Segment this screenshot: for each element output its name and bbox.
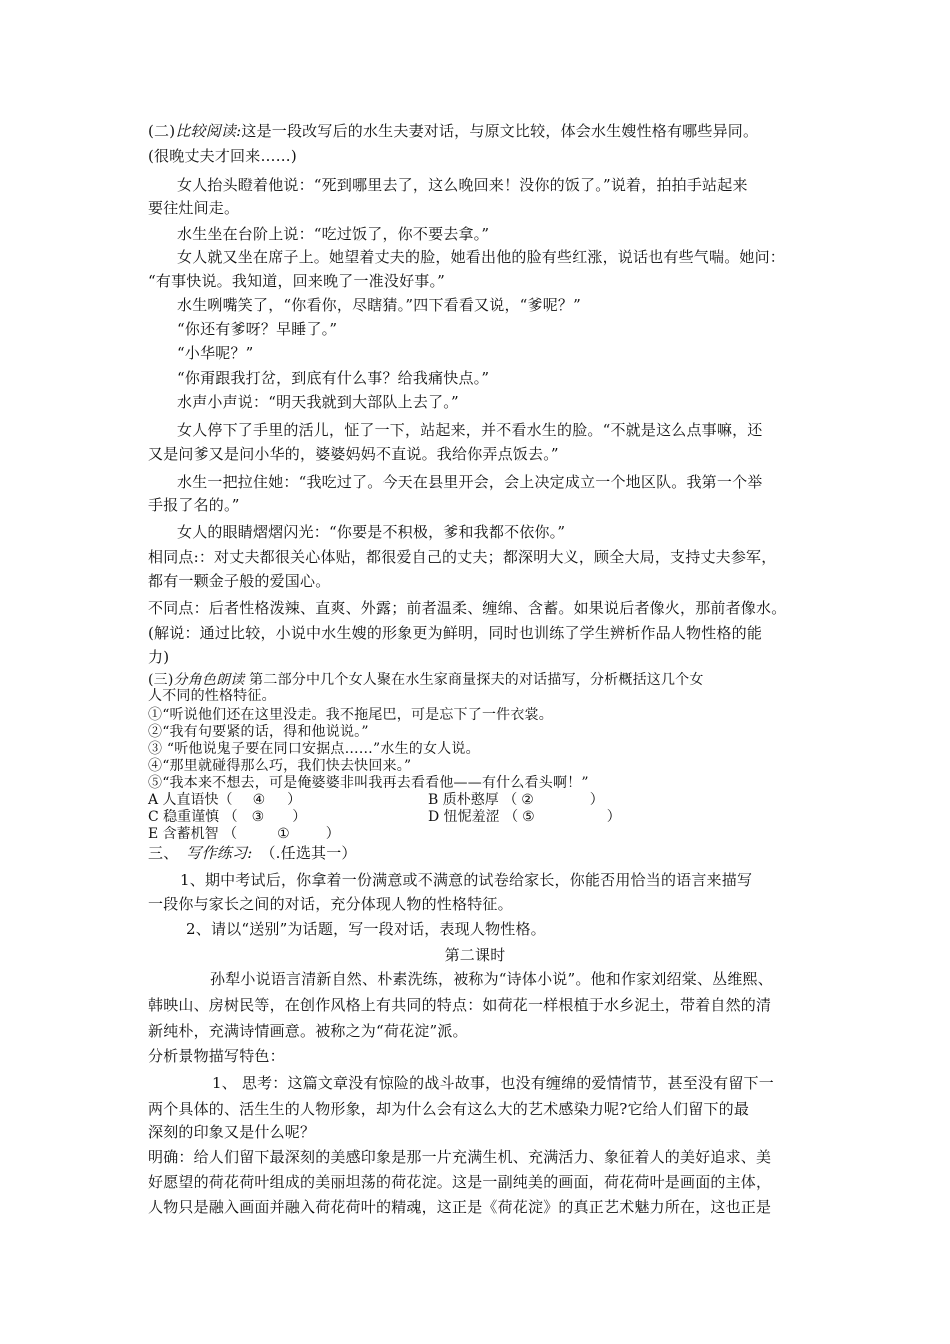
quote-line: ②“我有句要紧的话，得和他说说。” <box>148 724 369 740</box>
story-line: 女人停下了手里的活儿，怔了一下，站起来，并不看水生的脸。“不就是这么点事嘛，还 <box>177 421 763 439</box>
heading-text: （.任选其一） <box>260 844 357 862</box>
story-line: 水生坐在台阶上说：“吃过饭了，你不要去拿。” <box>177 225 490 243</box>
story-line: 又是问爹又是问小华的，婆婆妈妈不直说。我给你弄点饭去。” <box>148 445 559 463</box>
option-close: ） <box>606 809 621 825</box>
story-line: 手报了名的。” <box>148 496 240 514</box>
option-a <box>148 792 301 809</box>
story-line: “有事快说。我知道，回来晚了一准没好事。” <box>148 272 446 290</box>
answer-line: 好愿望的荷花荷叶组成的美丽坦荡的荷花淀。这是一副纯美的画面，荷花荷叶是画面的主体， <box>148 1173 772 1191</box>
option-label: A 人直语快（ <box>148 792 233 808</box>
heading-title: 分角色朗读 <box>173 672 245 688</box>
option-answer: ③ <box>251 809 265 825</box>
lesson-2-intro: 韩映山、房树民等，在创作风格上有共同的特点：如荷花一样根植于水乡泥土，带着自然的清 <box>148 996 772 1014</box>
section-3-heading-cont: 人不同的性格特征。 <box>148 688 276 704</box>
story-line: “你还有爹呀？早睡了。” <box>177 320 338 338</box>
story-line: “你甭跟我打岔，到底有什么事？给我痛快点。” <box>177 369 490 387</box>
heading-title: 写作练习: <box>186 844 253 862</box>
quote-line: ①“听说他们还在这里没走。我不拖尾巴，可是忘下了一件衣裳。 <box>148 707 553 723</box>
differences-line: 不同点：后者性格泼辣、直爽、外露；前者温柔、缠绵、含蓄。如果说后者像火，那前者像水。 <box>148 599 787 617</box>
lesson-2-title: 第二课时 <box>444 946 506 964</box>
story-line: 女人就又坐在席子上。她望着丈夫的脸，她看出他的脸有些红涨，说话也有些气喘。她问： <box>177 248 786 266</box>
quote-line: ③ “听他说鬼子要在同口安据点……”水生的女人说。 <box>148 741 480 757</box>
option-answer: ② <box>521 792 534 808</box>
similarities-line: 都有一颗金子般的爱国心。 <box>148 572 331 590</box>
option-label: D 忸怩羞涩 （ <box>428 809 519 825</box>
option-close: ） <box>287 792 302 808</box>
think-line: 深刻的印象又是什么呢？ <box>148 1123 316 1141</box>
option-label: C 稳重谨慎 （ <box>148 809 238 825</box>
section-2-heading <box>148 120 828 142</box>
answer-line: 人物只是融入画面并融入荷花荷叶的精魂，这正是《荷花淀》的真正艺术魅力所在，这也正是 <box>148 1198 772 1216</box>
similarities-line: 相同点:：对丈夫都很关心体贴，都很爱自己的丈夫；都深明大义，顾全大局，支持丈夫参军， <box>148 548 777 566</box>
writing-item-1: 1、期中考试后，你拿着一份满意或不满意的试卷给家长，你能否用恰当的语言来描写 <box>180 871 753 889</box>
story-line: 要往灶间走。 <box>148 199 240 217</box>
lesson-2-subheading: 分析景物描写特色： <box>148 1047 285 1065</box>
option-c <box>148 809 306 826</box>
writing-item-1: 一段你与家长之间的对话，充分体现人物的性格特征。 <box>148 895 513 913</box>
section-3-heading <box>148 672 828 689</box>
think-line: 1、 思考：这篇文章没有惊险的战斗故事，也没有缠绵的爱情情节，甚至没有留下一 <box>212 1074 774 1092</box>
think-line: 两个具体的、活生生的人物形象，却为什么会有这么大的艺术感染力呢?它给人们留下的最 <box>148 1100 750 1118</box>
option-close: ） <box>292 809 307 825</box>
heading-text: 这是一段改写后的水生夫妻对话，与原文比较，体会水生嫂性格有哪些异同。 <box>241 122 759 140</box>
heading-title: 比较阅读: <box>175 122 242 140</box>
story-line: 水生一把拉住她：“我吃过了。今天在县里开会，会上决定成立一个地区队。我第一个举 <box>177 473 763 491</box>
option-close: ） <box>325 826 340 842</box>
quote-line: ④“那里就碰得那么巧，我们快去快回来。” <box>148 758 412 774</box>
heading-prefix: (二) <box>148 122 176 140</box>
option-b <box>428 792 604 809</box>
option-label: E 含蓄机智 （ <box>148 826 238 842</box>
option-answer: ⑤ <box>522 809 535 825</box>
story-line: 女人抬头瞪着他说：“死到哪里去了，这么晚回来！没你的饭了。”说着，拍拍手站起来 <box>177 176 748 194</box>
option-answer: ① <box>277 826 290 842</box>
option-close: ） <box>589 792 604 808</box>
answer-line: 明确：给人们留下最深刻的美感印象是那一片充满生机、充满活力、象征着人的美好追求、美 <box>148 1148 772 1166</box>
option-e <box>148 826 340 843</box>
heading-prefix: (三) <box>148 672 174 688</box>
lesson-2-intro: 孙犁小说语言清新自然、朴素洗练，被称为“诗体小说”。他和作家刘绍棠、丛维熙、 <box>210 970 773 988</box>
quote-line: ⑤“我本来不想去，可是俺婆婆非叫我再去看看他——有什么看头啊！” <box>148 775 589 791</box>
lesson-2-intro: 新纯朴，充满诗情画意。被称之为“荷花淀”派。 <box>148 1022 468 1040</box>
story-line: “小华呢？” <box>177 344 254 362</box>
writing-heading <box>148 842 828 864</box>
option-label: B 质朴憨厚 （ <box>428 792 518 808</box>
heading-text: 第二部分中几个女人聚在水生家商量探夫的对话描写，分析概括这几个女 <box>244 672 704 688</box>
option-d <box>428 809 621 826</box>
story-line: 水声小声说：“明天我就到大部队上去了。” <box>177 393 459 411</box>
explanation-line: (解说：通过比较，小说中水生嫂的形象更为鲜明，同时也训练了学生辨析作品人物性格的能 <box>148 624 763 642</box>
explanation-line: 力) <box>148 648 170 666</box>
writing-item-2: 2、请以“送别”为话题，写一段对话，表现人物性格。 <box>186 920 546 938</box>
story-line: 水生咧嘴笑了，“你看你，尽瞎猜。”四下看看又说，“爹呢？” <box>177 296 581 314</box>
heading-prefix: 三、 <box>148 844 179 862</box>
section-2-note: (很晚丈夫才回来……) <box>148 147 297 165</box>
option-answer: ④ <box>252 792 266 808</box>
story-line: 女人的眼睛熠熠闪光：“你要是不积极，爹和我都不依你。” <box>177 523 566 541</box>
